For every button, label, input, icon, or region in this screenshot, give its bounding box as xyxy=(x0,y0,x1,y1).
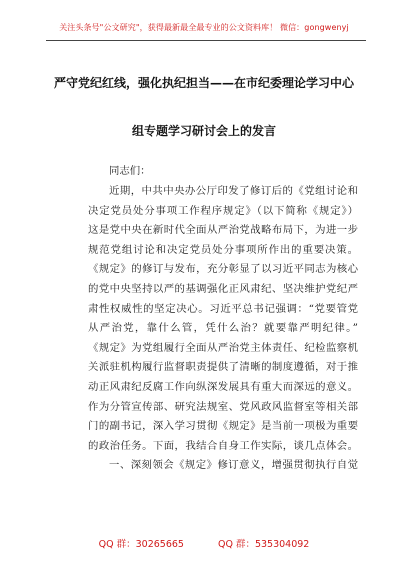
body-line: 肃性权威性的坚定决心。习近平总书记强调：“党要管党 xyxy=(88,302,358,315)
body-line: 决定党员处分事项工作程序规定》（以下简称《规定》） xyxy=(88,204,358,217)
document-body xyxy=(88,182,358,476)
document-title-line-1: 严守党纪红线，强化执纪担当——在市纪委理论学习中心 xyxy=(53,76,354,90)
footer-qq-label-2: QQ 群： xyxy=(217,539,255,550)
body-line: 的党中央坚持以严的基调强化正风肃纪、坚决维护党纪严 xyxy=(88,282,358,295)
body-line: 这是党中央在新时代全面从严治党战略布局下，为进一步 xyxy=(88,224,358,237)
footer-qq-label-1: QQ 群： xyxy=(98,539,136,550)
body-line: 近期，中共中央办公厅印发了修订后的《党组讨论和 xyxy=(109,185,358,197)
body-line: 关派驻机构履行监督职责提供了清晰的制度遵循，对于推 xyxy=(88,361,358,374)
body-line: 规范党组讨论和决定党员处分事项所作出的重要决策。 xyxy=(88,243,358,256)
footer-qq-value-2: 535304092 xyxy=(254,539,310,550)
salutation xyxy=(88,162,358,182)
body-line: 动正风肃纪反腐工作向纵深发展具有重大而深远的意义。 xyxy=(88,380,358,393)
body-line: 从严治党，靠什么管，凭什么治？就要靠严明纪律。” xyxy=(88,322,358,335)
body-line: 《规定》的修订与发布，充分彰显了以习近平同志为核心 xyxy=(88,263,358,276)
body-line: 作为分管宣传部、研究法规室、党风政风监督室等相关部 xyxy=(88,400,358,413)
salutation-text: 同志们： xyxy=(109,165,151,177)
footer-qq-value-1: 30265665 xyxy=(135,539,184,550)
body-line: 的政治任务。下面，我结合自身工作实际，谈几点体会。 xyxy=(88,439,358,452)
section-heading-line: 一、深刻领会《规定》修订意义，增强贯彻执行自觉 xyxy=(109,459,358,472)
header-banner: 关注头条号"公文研究"，获得最新最全最专业的公文资料库！ 微信：gongwenyj xyxy=(59,23,349,32)
header-divider xyxy=(46,40,366,41)
footer-contact xyxy=(0,536,408,550)
body-line: 《规定》为党组履行全面从严治党主体责任、纪检监察机 xyxy=(88,341,358,354)
body-line: 门的副书记，深入学习贯彻《规定》是当前一项极为重要 xyxy=(88,420,358,433)
document-title-line-2: 组专题学习研讨会上的发言 xyxy=(131,124,276,138)
